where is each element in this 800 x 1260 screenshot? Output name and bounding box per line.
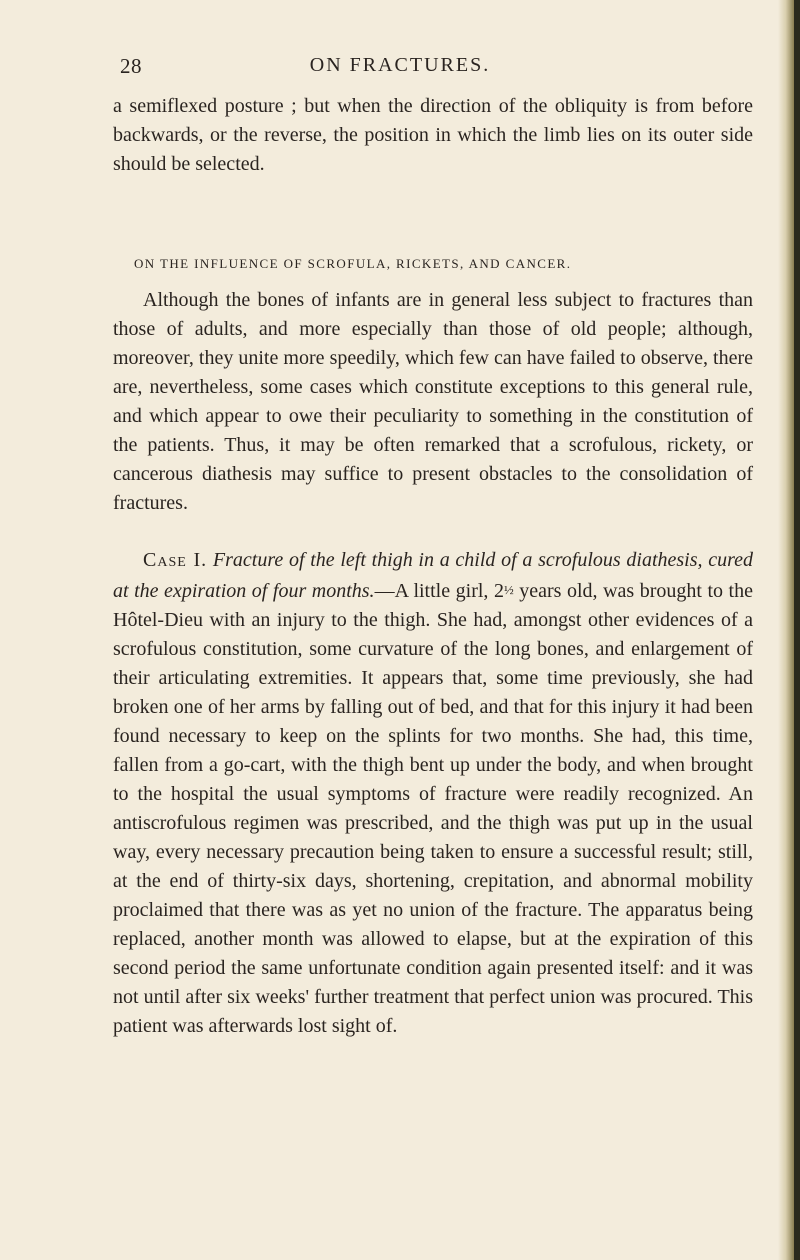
running-title: ON FRACTURES. <box>309 54 491 76</box>
case-body: years old, was brought to the Hôtel-Dieu with an injury to the thigh. She had, amongst other evidences of a scrofulous constitution, some curvature of the long bones, and enlargement of their articulating extremities. It appears that, some time previously, she had broken one of her arms by falling out of bed, and that for this injury it had been found necessary to keep on the splints for two months. She had, this time, fallen from a go-cart, with the thigh bent up under the body, and when brought to the hospital the usual symptoms of fracture were readily recognized. An antiscrofulous regimen was prescribed, and the thigh was put up in the usual way, every necessary precaution being taken to ensure a successful result; still, at the end of thirty-six days, shortening, crepitation, and abnormal mobility proclaimed that there was as yet no union of the fracture. The apparatus being replaced, another month was allowed to elapse, but at the expiration of this second period the same unfortunate condition again presented itself: and it was not until after six weeks' further treatment that perfect union was procured. This patient was afterwards lost sight of. <box>113 580 753 1037</box>
page-edge <box>794 0 800 1260</box>
case-paragraph <box>113 546 753 1041</box>
case-title: Fracture of the left thigh in a child of a scrofulous diathesis, cured at the expiration of four months. <box>113 549 754 602</box>
page-number: 28 <box>120 54 142 78</box>
case-dash: — <box>374 580 395 602</box>
section-heading: ON THE INFLUENCE OF SCROFULA, RICKETS, AND CANCER. <box>134 256 572 271</box>
running-head <box>120 46 680 82</box>
body-paragraph: Although the bones of infants are in general less subject to fractures than those of adults, and more especially than those of old people; although, moreover, they unite more speedily, which few can have failed to observe, there are, nevertheless, some cases which constitute exceptions to this general rule, and which appear to owe their peculiarity to something in the constitution of the patients. Thus, it may be often remarked that a scrofulous, rickety, or cancerous diathesis may suffice to present obstacles to the consolidation of fractures. <box>113 289 753 514</box>
age-whole: 2 <box>493 580 504 602</box>
intro-paragraph: a semiflexed posture ; but when the direction of the obliquity is from before backwards, or the reverse, the position in which the limb lies on its outer side should be selected. <box>113 95 753 175</box>
case-body-start: A little girl, <box>394 580 494 602</box>
age-fraction: ½ <box>503 582 514 597</box>
case-label: Case I. <box>143 549 208 571</box>
